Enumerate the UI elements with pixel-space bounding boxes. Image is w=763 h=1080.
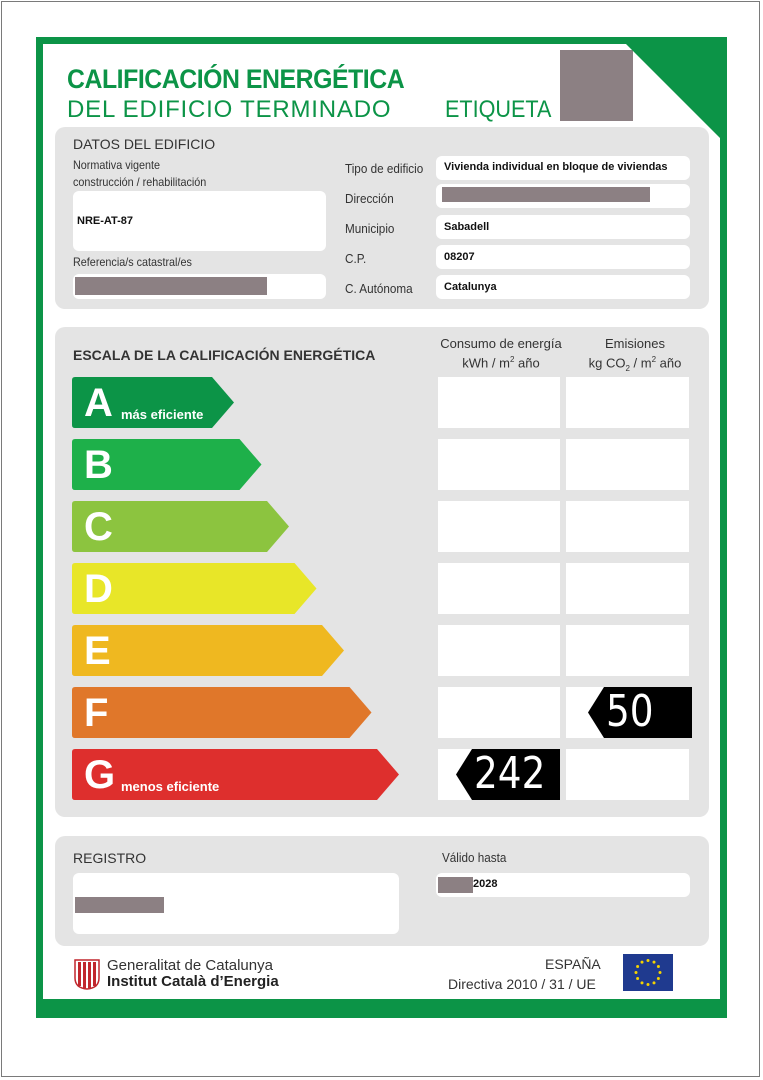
band-b (72, 439, 262, 490)
eu-star (653, 961, 656, 964)
registro-redacted (75, 897, 164, 913)
cp-value: 08207 (444, 251, 475, 263)
emisiones-value (588, 687, 692, 743)
org-name-1: Generalitat de Catalunya (107, 957, 273, 974)
band-arrow-e (72, 625, 344, 676)
autonoma-value: Catalunya (444, 281, 497, 293)
valido-field (436, 873, 690, 897)
emisiones-cell-e (566, 625, 689, 676)
etiqueta-label: ETIQUETA (445, 96, 552, 123)
band-sub-label: menos eficiente (121, 779, 220, 794)
eu-star (636, 977, 639, 980)
consumo-cell-e (438, 625, 560, 676)
emisiones-cell-d (566, 563, 689, 614)
tipo-label: Tipo de edificio (345, 161, 424, 176)
referencia-redacted (75, 277, 267, 295)
emisiones-header1: Emisiones (605, 336, 665, 351)
eu-star (647, 959, 650, 962)
energy-label (36, 37, 727, 1018)
title-line2: DEL EDIFICIO TERMINADO (67, 96, 392, 123)
band-c (72, 501, 289, 552)
emisiones-cell-b (566, 439, 689, 490)
band-letter: F (84, 691, 109, 735)
etiqueta-redacted (560, 50, 633, 121)
autonoma-field (436, 275, 690, 299)
directiva-label: Directiva 2010 / 31 / UE (448, 976, 596, 992)
valido-label: Válido hasta (442, 850, 507, 865)
autonoma-label: C. Autónoma (345, 281, 413, 296)
emisiones-cell-g (566, 749, 689, 800)
band-letter: A (84, 381, 113, 425)
band-letter: D (84, 567, 113, 611)
corner-fold (626, 44, 720, 138)
band-letter: E (84, 629, 111, 673)
eu-star (657, 965, 660, 968)
emisiones-header2: kg $CO_2 / m^2$ año (588, 355, 682, 373)
country-label: ESPAÑA (545, 956, 601, 972)
band-letter: B (84, 443, 113, 487)
band-sub-label: más eficiente (121, 407, 204, 422)
band-letter: C (84, 505, 113, 549)
normativa-label2: construcción / rehabilitación (73, 175, 207, 189)
band-g (72, 749, 399, 800)
consumo-cell-a (438, 377, 560, 428)
cp-field (436, 245, 690, 269)
eu-star (636, 965, 639, 968)
eu-star (659, 971, 662, 974)
consumo-cell-d (438, 563, 560, 614)
municipio-field (436, 215, 690, 239)
tipo-field (436, 156, 690, 180)
datos-panel (55, 127, 709, 309)
tipo-value: Vivienda individual en bloque de viviendas (444, 161, 668, 173)
title-line1: CALIFICACIÓN ENERGÉTICA (67, 64, 405, 94)
escala-panel (55, 327, 709, 817)
band-letter: G (84, 753, 116, 797)
eu-star (641, 961, 644, 964)
municipio-label: Municipio (345, 221, 395, 236)
band-d (72, 563, 317, 614)
normativa-value: NRE-AT-87 (77, 215, 134, 227)
cp-label: C.P. (345, 251, 367, 266)
eu-star (657, 977, 660, 980)
eu-star (635, 971, 638, 974)
emisiones-cell-c (566, 501, 689, 552)
referencia-label: Referencia/s catastral/es (73, 255, 192, 269)
valido-redacted (438, 877, 473, 893)
eu-star (653, 981, 656, 984)
direccion-redacted (442, 187, 650, 202)
datos-title: DATOS DEL EDIFICIO (73, 136, 216, 152)
consumo-cell-b (438, 439, 560, 490)
consumo-cell-c (438, 501, 560, 552)
generalitat-logo (73, 958, 101, 990)
consumo-header1: Consumo de energía (440, 336, 562, 351)
valido-value: 2028 (473, 878, 498, 890)
registro-title: REGISTRO (73, 850, 147, 866)
band-arrow-f (72, 687, 372, 738)
band-a (72, 377, 234, 428)
emisiones-value-text: 50 (606, 686, 654, 737)
registro-panel (55, 836, 709, 946)
consumo-value (456, 749, 560, 805)
org-name-2: Institut Català d’Energia (107, 973, 279, 990)
consumo-header2: kWh / $m^2$ año (462, 355, 540, 371)
eu-star (641, 981, 644, 984)
eu-flag-icon (623, 954, 673, 991)
band-e (72, 625, 344, 676)
consumo-value-text: 242 (474, 748, 546, 799)
consumo-cell-f (438, 687, 560, 738)
band-f (72, 687, 372, 738)
referencia-field (73, 274, 326, 299)
emisiones-cell-a (566, 377, 689, 428)
registro-field (73, 873, 399, 934)
municipio-value: Sabadell (444, 221, 490, 233)
normativa-label1: Normativa vigente (73, 158, 161, 172)
escala-title: ESCALA DE LA CALIFICACIÓN ENERGÉTICA (73, 347, 376, 363)
direccion-field (436, 184, 690, 208)
direccion-label: Dirección (345, 191, 394, 206)
eu-star (647, 983, 650, 986)
normativa-field (73, 191, 326, 251)
label-inner (43, 44, 720, 999)
